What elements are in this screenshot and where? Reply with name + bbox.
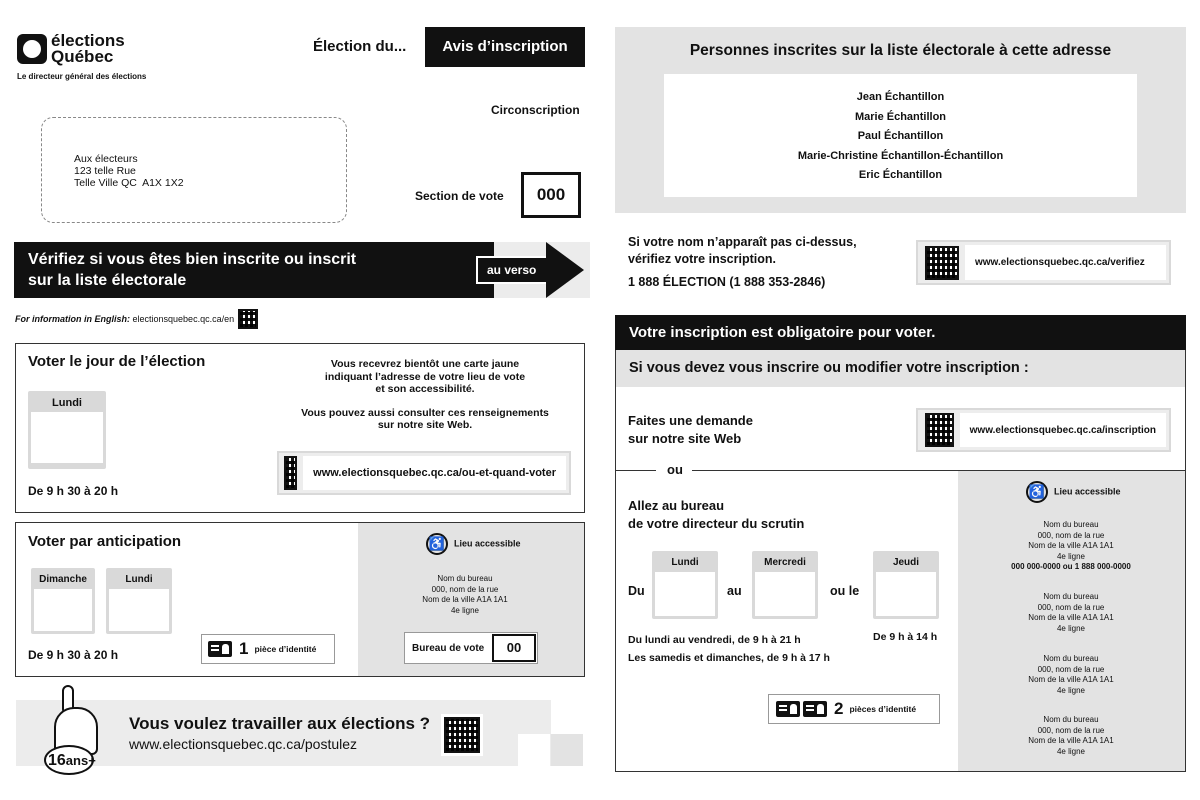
work-banner-block-2 [551, 734, 583, 766]
du-label: Du [628, 584, 645, 598]
ou-le-label: ou le [830, 584, 860, 598]
accessibility-icon: ♿ [426, 533, 448, 555]
election-day-info: Vous recevrez bientôt une carte jaune indiquant l’adresse de votre lieu de vote et son accessibilité. Vous pouvez aussi consulter ces renseignements sur notre site Web. [301, 358, 549, 431]
circonscription-label: Circonscription [491, 103, 580, 117]
office-address-3: Nom du bureau 000, nom de la rue Nom de la ville A1A 1A1 4e ligne [1028, 654, 1114, 695]
advance-hours: De 9 h 30 à 20 h [28, 648, 119, 662]
registered-name: Eric Échantillon [858, 169, 943, 182]
election-day-label: Lundi [52, 397, 82, 409]
verify-link[interactable] [916, 240, 1171, 285]
office-address-2: Nom du bureau 000, nom de la rue Nom de la ville A1A 1A1 4e ligne [1028, 592, 1114, 633]
bureau-number: 00 [492, 634, 536, 662]
advance-day1-card: Dimanche [31, 568, 95, 634]
raised-hand-icon [40, 685, 106, 785]
or-label: ou [667, 462, 683, 477]
english-info [15, 314, 234, 324]
where-vote-link[interactable] [277, 451, 571, 495]
logo-tagline: Le directeur général des élections [17, 72, 147, 81]
where-vote-url[interactable]: www.electionsquebec.qc.ca/ou-et-quand-voter [303, 456, 566, 490]
address-line2: 123 telle Rue [74, 165, 136, 177]
id-card-icon [776, 701, 800, 717]
where-vote-qr-icon [284, 456, 297, 490]
verify-url[interactable]: www.electionsquebec.qc.ca/verifiez [965, 245, 1166, 280]
logo [17, 32, 167, 84]
address-line1: Aux électeurs [74, 153, 138, 165]
office-day1-card: Lundi [652, 551, 718, 619]
election-day-card [28, 391, 106, 469]
office-id-badge: 2 pièces d’identité [768, 694, 940, 724]
mandatory-banner: Votre inscription est obligatoire pour voter. [615, 315, 1186, 350]
english-qr-icon [238, 309, 258, 329]
verify-line1: Vérifiez si vous êtes bien inscrite ou inscrit [28, 251, 357, 268]
office-address-4: Nom du bureau 000, nom de la rue Nom de la ville A1A 1A1 4e ligne [1028, 715, 1114, 756]
advance-address: Nom du bureau 000, nom de la rue Nom de la ville A1A 1A1 4e ligne [422, 574, 508, 615]
au-label: au [727, 584, 742, 598]
verso-label: au verso [487, 263, 537, 277]
inscription-link[interactable] [916, 408, 1171, 452]
id-card-icon [208, 641, 232, 657]
office-accessible: ♿ Lieu accessible [1026, 481, 1121, 503]
section-number: 000 [521, 172, 581, 218]
registered-name: Marie-Christine Échantillon-Échantillon [797, 149, 1004, 162]
office-text: Allez au bureau de votre directeur du scrutin [628, 498, 805, 531]
office-phone: 000 000-0000 ou 1 888 000-0000 [1011, 562, 1131, 571]
verify-qr-icon [925, 246, 959, 280]
mandatory-subtitle: Si vous devez vous inscrire ou modifier votre inscription : [616, 350, 1185, 387]
advance-accessible: ♿ Lieu accessible [426, 533, 521, 555]
registered-names [664, 74, 1137, 197]
registered-name: Marie Échantillon [854, 110, 947, 123]
election-label: Élection du... [313, 38, 407, 55]
address-window [41, 117, 347, 223]
logo-line2: Québec [51, 47, 114, 66]
not-listed-text: Si votre nom n’apparaît pas ci-dessus, vérifiez votre inscription. 1 888 ÉLECTION (1 888 353-2846) [628, 235, 857, 289]
office-address-1: Nom du bureau 000, nom de la rue Nom de la ville A1A 1A1 4e ligne 000 000-0000 ou 1 888 000-0000 [1001, 520, 1141, 573]
registered-name: Paul Échantillon [857, 130, 944, 143]
work-banner-block-1 [518, 734, 550, 766]
advance-title: Voter par anticipation [28, 533, 182, 550]
work-qr-icon [444, 717, 480, 753]
inscription-url[interactable]: www.electionsquebec.qc.ca/inscription [960, 413, 1166, 447]
office-hours: Du lundi au vendredi, de 9 h à 21 h Les samedis et dimanches, de 9 h à 17 h [628, 634, 830, 664]
office-day3-card: Jeudi [873, 551, 939, 619]
english-url[interactable]: electionsquebec.qc.ca/en [132, 314, 235, 324]
work-title: Vous voulez travailler aux élections ? [129, 714, 431, 733]
bureau-vote-box: Bureau de vote 00 [404, 632, 538, 664]
logo-line1: élections [51, 31, 125, 50]
registered-name: Jean Échantillon [856, 91, 945, 103]
logo-mark-icon [17, 34, 47, 64]
english-label: For information in English: [15, 314, 130, 324]
work-qr [441, 714, 483, 756]
inscription-qr-icon [925, 413, 954, 447]
office-day2-card: Mercredi [752, 551, 818, 619]
advance-id-badge: 1 pièce d’identité [201, 634, 335, 664]
address-line3: Telle Ville QC A1X 1X2 [74, 177, 184, 189]
election-day-title: Voter le jour de l’élection [28, 353, 206, 370]
registered-title: Personnes inscrites sur la liste électorale à cette adresse [689, 42, 1112, 59]
web-request-text: Faites une demande sur notre site Web [628, 413, 753, 446]
accessibility-icon: ♿ [1026, 481, 1048, 503]
verify-line2: sur la liste électorale [28, 272, 187, 289]
election-day-hours: De 9 h 30 à 20 h [28, 484, 119, 498]
advance-day2-card: Lundi [106, 568, 172, 634]
office-hours-thursday: De 9 h à 14 h [873, 631, 938, 643]
age-badge: 16ans+ [48, 752, 96, 769]
work-url[interactable]: www.electionsquebec.qc.ca/postulez [129, 736, 358, 752]
or-divider-left [616, 470, 656, 471]
id-card-icon [803, 701, 827, 717]
phone-number[interactable]: 1 888 ÉLECTION (1 888 353-2846) [628, 275, 826, 289]
section-label: Section de vote [415, 189, 504, 203]
notice-title: Avis d’inscription [425, 27, 585, 67]
